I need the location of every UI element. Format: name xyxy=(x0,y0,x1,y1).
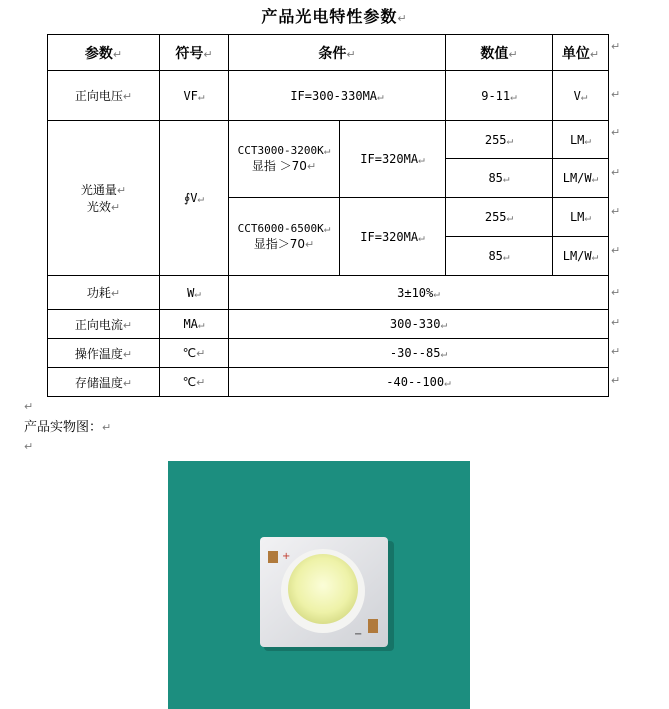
cell-param: 正向电压↵ xyxy=(48,71,160,121)
paragraph-mark: ↵ xyxy=(397,12,408,25)
plus-mark: + xyxy=(282,551,291,562)
table-row-forward-voltage xyxy=(48,71,609,121)
spec-table xyxy=(47,34,609,397)
solder-pad-negative xyxy=(368,619,378,633)
cell-symbol: W↵ xyxy=(160,276,229,310)
table-row-power xyxy=(48,276,609,310)
cct-range: CCT6000-6500K↵ xyxy=(237,221,331,235)
cct-range: CCT3000-3200K↵ xyxy=(237,144,331,157)
header-condition: 条件↵ xyxy=(229,35,446,71)
cell-cct-group1 xyxy=(229,121,340,198)
cell-flux-value: 255↵ xyxy=(446,198,553,237)
table-row-operating-temp xyxy=(48,339,609,368)
cell-if-group2: IF=320MA↵ xyxy=(340,198,446,276)
cell-value: -40--100↵ xyxy=(229,368,609,397)
row-end-mark: ↵ xyxy=(611,205,621,218)
cell-cct-group2 xyxy=(229,198,340,276)
row-end-mark: ↵ xyxy=(611,244,621,257)
row-end-mark: ↵ xyxy=(611,126,621,139)
row-end-mark: ↵ xyxy=(611,345,621,358)
cell-symbol: ℃↵ xyxy=(160,368,229,397)
cell-symbol-flux: ∮V↵ xyxy=(160,121,229,276)
minus-mark: − xyxy=(354,629,363,640)
cell-eff-value: 85↵ xyxy=(446,237,553,276)
cell-if-group1: IF=320MA↵ xyxy=(340,121,446,198)
cell-condition: IF=300-330MA↵ xyxy=(229,71,446,121)
cell-symbol: ℃↵ xyxy=(160,339,229,368)
cell-param: 功耗↵ xyxy=(48,276,160,310)
cell-flux-value: 255↵ xyxy=(446,121,553,159)
cell-symbol: MA↵ xyxy=(160,310,229,339)
cell-value: -30--85↵ xyxy=(229,339,609,368)
cob-led-illustration xyxy=(168,461,470,709)
cell-flux-unit: LM↵ xyxy=(553,198,609,237)
cell-unit: V↵ xyxy=(553,71,609,121)
cell-eff-unit: LM/W↵ xyxy=(553,159,609,198)
cri-label: 显指 ＞70↵ xyxy=(251,159,317,173)
row-end-mark: ↵ xyxy=(611,88,621,101)
row-end-mark: ↵ xyxy=(611,374,621,387)
header-row xyxy=(48,35,609,71)
page-title xyxy=(0,4,669,28)
cell-param: 操作温度↵ xyxy=(48,339,160,368)
cell-param: 存储温度↵ xyxy=(48,368,160,397)
row-end-mark: ↵ xyxy=(611,40,621,53)
table-row-storage-temp xyxy=(48,368,609,397)
title-text: 产品光电特性参数 xyxy=(261,7,398,26)
cell-eff-unit: LM/W↵ xyxy=(553,237,609,276)
paragraph-mark: ↵ xyxy=(24,400,34,413)
row-end-mark: ↵ xyxy=(611,286,621,299)
phosphor-emitter xyxy=(288,554,358,624)
cell-param: 正向电流↵ xyxy=(48,310,160,339)
cell-symbol: VF↵ xyxy=(160,71,229,121)
header-param: 参数↵ xyxy=(48,35,160,71)
cell-eff-value: 85↵ xyxy=(446,159,553,198)
header-symbol: 符号↵ xyxy=(160,35,229,71)
cell-value: 300-330↵ xyxy=(229,310,609,339)
paragraph-mark: ↵ xyxy=(24,440,34,453)
header-unit: 单位↵ xyxy=(553,35,609,71)
header-value: 数值↵ xyxy=(446,35,553,71)
table-row-flux-1 xyxy=(48,121,609,159)
cell-value: 3±10%↵ xyxy=(229,276,609,310)
table-row-forward-current xyxy=(48,310,609,339)
photo-caption: 产品实物图：↵ xyxy=(24,420,112,435)
row-end-mark: ↵ xyxy=(611,166,621,179)
solder-pad-positive xyxy=(268,551,278,563)
cell-value: 9-11↵ xyxy=(446,71,553,121)
cri-label: 显指＞70↵ xyxy=(253,236,315,251)
row-end-mark: ↵ xyxy=(611,316,621,329)
cell-param-flux xyxy=(48,121,160,276)
cell-flux-unit: LM↵ xyxy=(553,121,609,159)
flux-param-line2: 光效↵ xyxy=(86,200,121,214)
product-photo xyxy=(168,461,470,709)
flux-param-line1: 光通量↵ xyxy=(80,183,127,197)
